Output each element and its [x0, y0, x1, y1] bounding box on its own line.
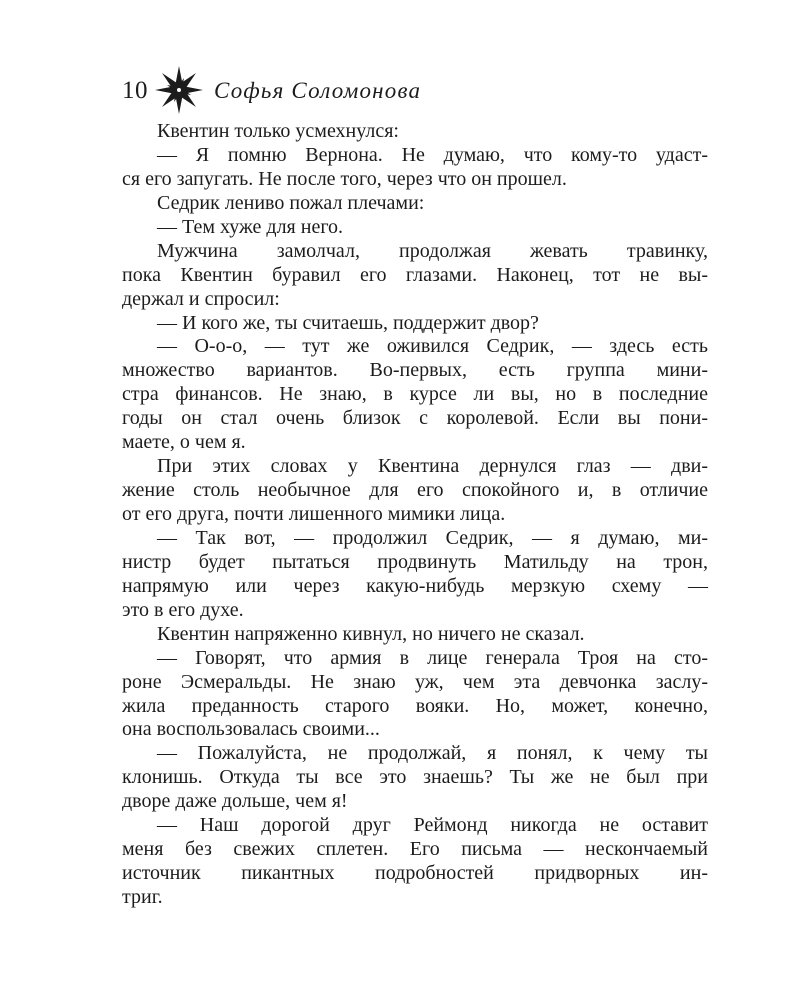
text-line: пока Квентин буравил его глазами. Наконец, тот не вы-	[122, 263, 708, 286]
text-line: напрямую или через какую-нибудь мерзкую схему —	[122, 574, 708, 597]
star-ornament-icon	[150, 64, 208, 116]
text-line: триг.	[122, 886, 163, 908]
text-line: источник пикантных подробностей придворных ин-	[122, 862, 708, 885]
text-line: При этих словах у Квентина дернулся глаз — дви-	[157, 455, 708, 478]
text-line: клонишь. Откуда ты все это знаешь? Ты же не был при	[122, 766, 708, 789]
text-line: маете, о чем я.	[122, 431, 246, 454]
text-line: — Пожалуйста, не продолжай, я понял, к чему ты	[157, 742, 708, 765]
text-line: Мужчина замолчал, продолжая жевать травинку,	[157, 239, 708, 262]
text-line: — Тем хуже для него.	[157, 215, 344, 238]
text-line: Квентин напряженно кивнул, но ничего не сказал.	[157, 622, 585, 645]
text-line: Седрик лениво пожал плечами:	[157, 191, 425, 214]
text-line: годы он стал очень близок с королевой. Если вы пони-	[122, 407, 708, 430]
text-line: Квентин только усмехнулся:	[157, 120, 399, 142]
text-line: — Я помню Вернона. Не думаю, что кому-то удаст-	[157, 143, 708, 166]
text-line: она воспользовалась своими...	[122, 718, 380, 741]
text-line: нистр будет пытаться продвинуть Матильду на трон,	[122, 550, 708, 573]
author-name: Софья Соломонова	[214, 77, 422, 103]
text-line: — Наш дорогой друг Реймонд никогда не оставит	[157, 814, 708, 837]
text-line: это в его духе.	[122, 598, 244, 621]
page-number: 10	[122, 76, 148, 104]
text-line: жила преданность старого вояки. Но, может, конечно,	[122, 694, 708, 717]
running-header	[122, 64, 421, 116]
text-line: ся его запугать. Не после того, через что он прошел.	[122, 167, 567, 190]
text-line: от его друга, почти лишенного мимики лица.	[122, 503, 506, 525]
text-line: — Говорят, что армия в лице генерала Троя на сто-	[157, 646, 708, 669]
text-line: — Так вот, — продолжил Седрик, — я думаю, ми-	[157, 526, 708, 549]
text-line: — О-о-о, — тут же оживился Седрик, — здесь есть	[157, 335, 708, 358]
text-line: — И кого же, ты считаешь, поддержит двор?	[157, 311, 539, 334]
text-line: стра финансов. Не знаю, в курсе ли вы, но в последние	[122, 383, 708, 406]
text-line: держал и спросил:	[122, 287, 280, 310]
text-line: роне Эсмеральды. Не знаю уж, чем эта девчонка заслу-	[122, 670, 708, 693]
page-body-text	[122, 120, 708, 910]
text-line: множество вариантов. Во-первых, есть группа мини-	[122, 359, 708, 382]
text-line: жение столь необычное для его спокойного и, в отличие	[122, 479, 708, 502]
text-line: дворе даже дольше, чем я!	[122, 790, 348, 813]
text-line: меня без свежих сплетен. Его письма — нескончаемый	[122, 838, 708, 861]
